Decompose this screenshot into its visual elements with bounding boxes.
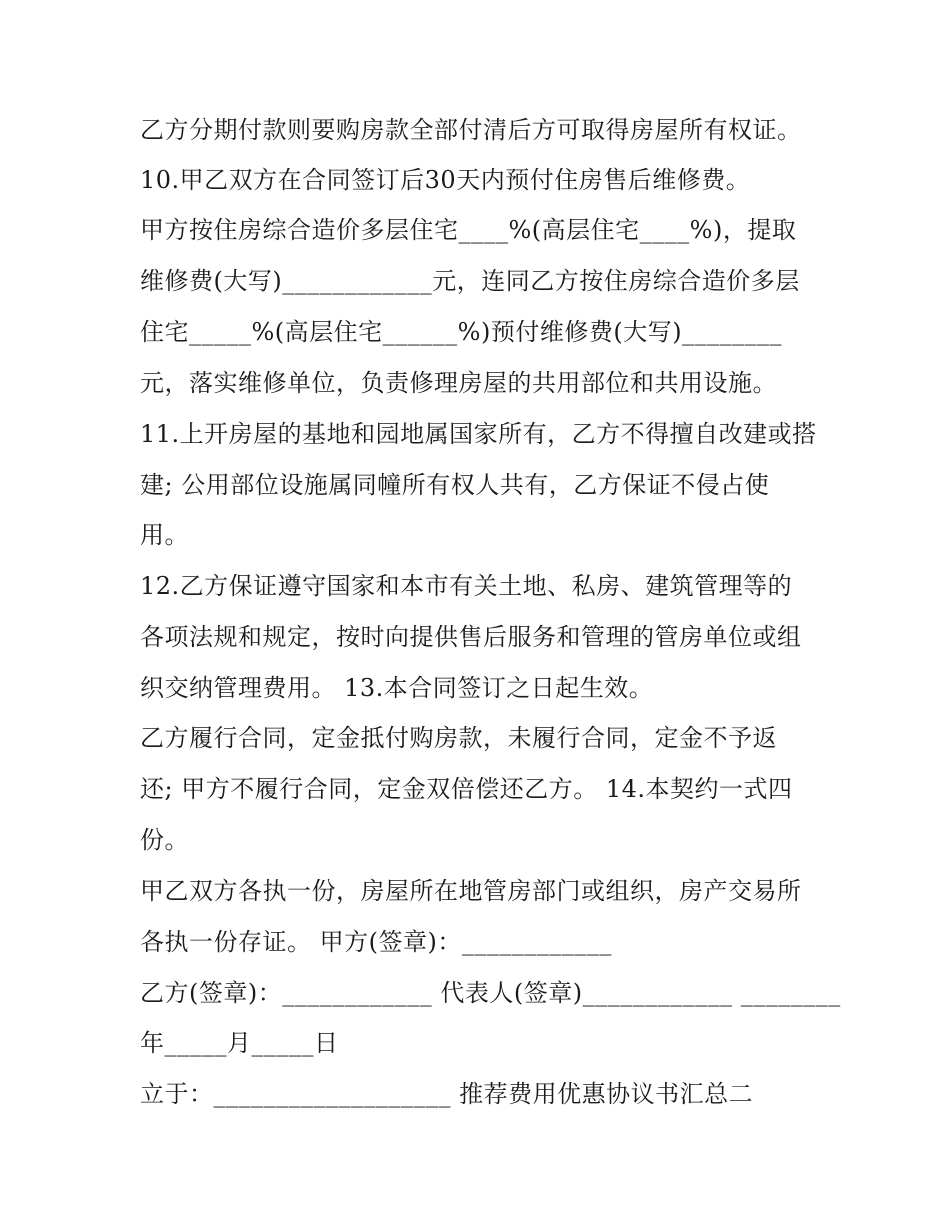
- text-line: 用。: [140, 521, 189, 549]
- text-line: 乙方履行合同，定金抵付购房款，未履行合同，定金不予返: [140, 724, 777, 752]
- text-line: 乙方(签章)：____________ 代表人(签章)____________ ________: [140, 979, 841, 1007]
- text-line: 立于：___________________ 推荐费用优惠协议书汇总二: [140, 1080, 754, 1108]
- text-line: 还; 甲方不履行合同，定金双倍偿还乙方。 14.本契约一式四: [140, 775, 793, 803]
- text-line: 甲乙双方各执一份，房屋所在地管房部门或组织，房产交易所: [140, 877, 802, 905]
- text-line: 10.甲乙双方在合同签订后30天内预付住房售后维修费。: [140, 166, 751, 194]
- text-line: 份。: [140, 826, 189, 854]
- text-line: 年_____月_____日: [140, 1029, 339, 1057]
- text-line: 甲方按住房综合造价多层住宅____%(高层住宅____%)，提取: [140, 216, 797, 244]
- text-line: 11.上开房屋的基地和园地属国家所有，乙方不得擅自改建或搭: [140, 420, 817, 448]
- text-line: 各项法规和规定，按时向提供售后服务和管理的管房单位或组: [140, 623, 802, 651]
- text-line: 织交纳管理费用。 13.本合同签订之日起生效。: [140, 674, 654, 702]
- text-line: 乙方分期付款则要购房款全部付清后方可取得房屋所有权证。: [140, 116, 802, 144]
- text-line: 建; 公用部位设施属同幢所有权人共有，乙方保证不侵占使: [140, 471, 770, 499]
- text-line: 维修费(大写)____________元，连同乙方按住房综合造价多层: [140, 267, 800, 295]
- text-line: 住宅_____%(高层住宅______%)预付维修费(大写)________: [140, 318, 783, 346]
- text-line: 12.乙方保证遵守国家和本市有关土地、私房、建筑管理等的: [140, 572, 793, 600]
- text-line: 元，落实维修单位，负责修理房屋的共用部位和共用设施。: [140, 369, 777, 397]
- text-line: 各执一份存证。 甲方(签章)：____________: [140, 928, 612, 956]
